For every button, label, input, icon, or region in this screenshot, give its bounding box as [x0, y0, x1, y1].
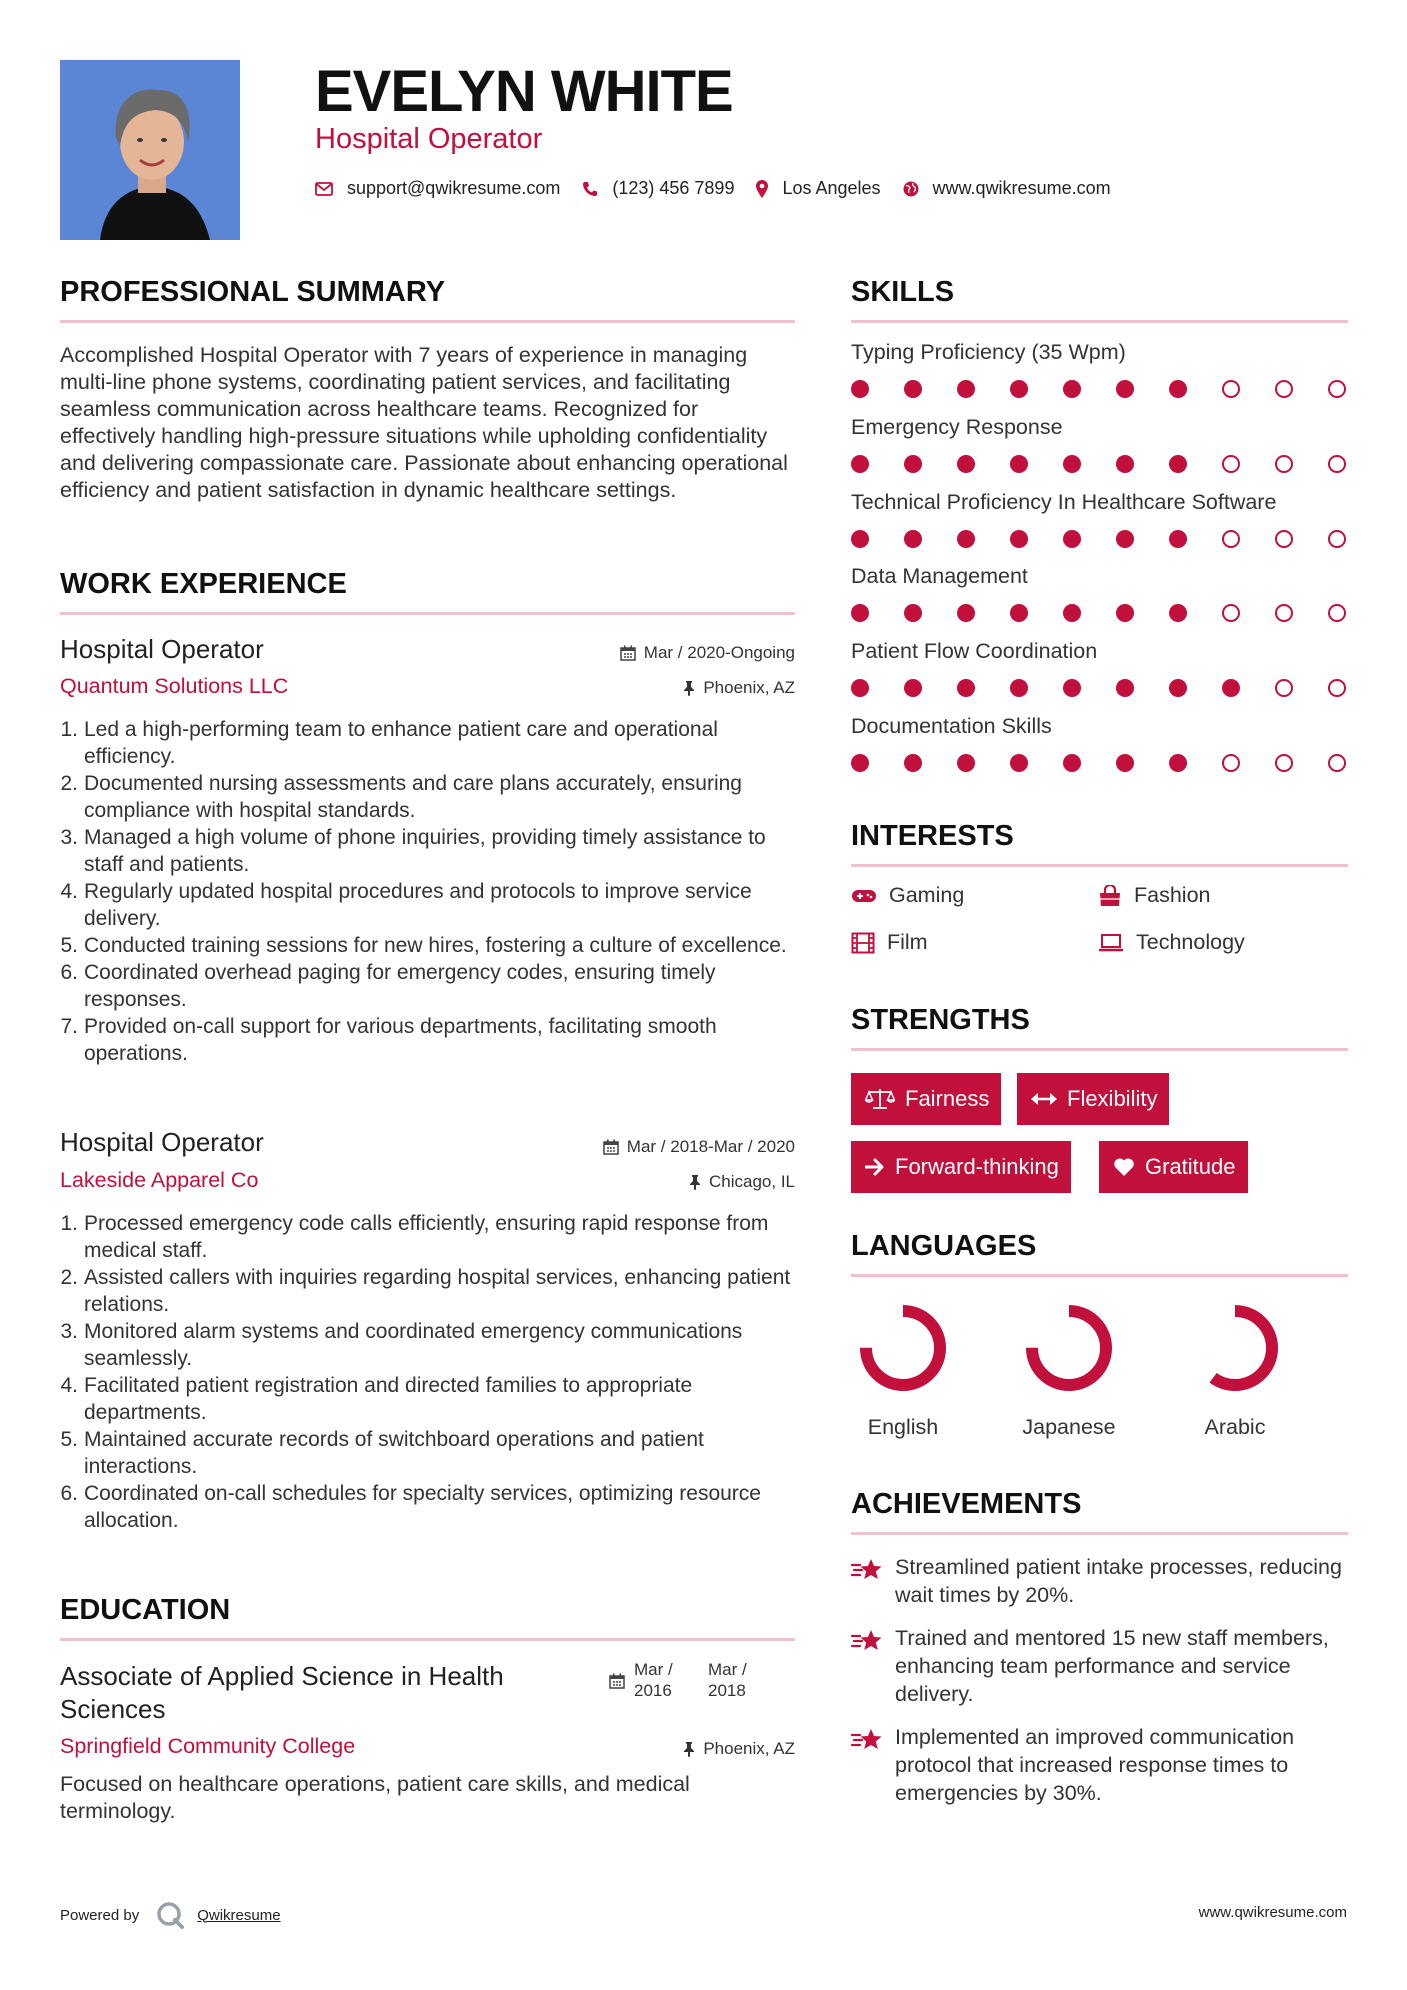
job-1-duty-item [54, 878, 799, 932]
achievements-divider [851, 1532, 1348, 1535]
rating-dot-empty [1222, 530, 1240, 548]
education-description: Focused on healthcare operations, patient care skills, and medical terminology. [60, 1772, 690, 1823]
strength-forward-thinking [851, 1141, 1071, 1193]
skill-label: Typing Proficiency (35 Wpm) [851, 340, 1126, 364]
job-1-duty-item [54, 959, 799, 1013]
job-1-duty-item [54, 824, 799, 878]
footer-powered-label: Powered by [60, 1906, 140, 1924]
rating-dot-filled [904, 380, 922, 398]
job-2-duty-item-number: 4. [60, 1374, 78, 1397]
envelope-icon [315, 182, 333, 196]
rating-dot-filled [957, 604, 975, 622]
job-2-duty-item-number: 6. [60, 1482, 78, 1505]
job-1-duty-item-number: 5. [60, 934, 78, 957]
rating-dot-empty [1275, 530, 1293, 548]
qwikresume-logo-icon [155, 1900, 185, 1930]
interest-gaming-label: Gaming [889, 883, 965, 907]
arrows-horizontal-icon [1031, 1092, 1057, 1106]
job-2-duty-item [54, 1210, 799, 1264]
calendar-icon [609, 1673, 625, 1689]
skill-rating [851, 752, 1351, 774]
education-school: Springfield Community College [60, 1734, 356, 1758]
education-start-month: Mar / [634, 1660, 673, 1679]
job-1-duty-item [54, 1013, 799, 1067]
job-2-duty-item-number: 1. [60, 1212, 78, 1235]
rating-dot-filled [1116, 530, 1134, 548]
achievement-text: Trained and mentored 15 new staff members, enhancing team performance and service delivery. [895, 1626, 1329, 1706]
pushpin-icon [683, 680, 695, 696]
rating-dot-filled [1063, 455, 1081, 473]
rating-dot-filled [1222, 679, 1240, 697]
rating-dot-filled [1116, 380, 1134, 398]
education-degree: Associate of Applied Science in Health Sciences [60, 1661, 504, 1724]
achievements-heading: ACHIEVEMENTS [851, 1488, 1082, 1520]
strength-fairness [851, 1073, 1001, 1125]
job-2-duties [54, 1210, 799, 1534]
rating-dot-filled [851, 380, 869, 398]
job-2-duty-item-number: 3. [60, 1320, 78, 1343]
laptop-icon [1098, 933, 1124, 953]
rating-dot-filled [1116, 455, 1134, 473]
job-2-location [689, 1172, 795, 1192]
calendar-icon [603, 1139, 619, 1155]
rating-dot-empty [1275, 455, 1293, 473]
job-1-title: Hospital Operator [60, 634, 264, 664]
rating-dot-empty [1275, 380, 1293, 398]
job-1-duty-item-text: Provided on-call support for various departments, facilitating smooth operations. [84, 1015, 717, 1065]
job-1-duties [54, 716, 799, 1067]
experience-divider [60, 612, 795, 615]
job-1-dates-text: Mar / 2020-Ongoing [643, 643, 795, 662]
language-level-ring [1190, 1303, 1280, 1393]
education-divider [60, 1638, 795, 1641]
rating-dot-filled [1063, 604, 1081, 622]
language-name: Arabic [1204, 1415, 1266, 1439]
skill-rating [851, 378, 1351, 400]
skill-label: Technical Proficiency In Healthcare Software [851, 489, 1277, 514]
skill-rating [851, 453, 1351, 475]
job-1-duty-item-text: Led a high-performing team to enhance patient care and operational efficiency. [84, 718, 718, 768]
contact-email-text: support@qwikresume.com [347, 178, 561, 198]
rating-dot-filled [957, 455, 975, 473]
job-1-duty-item-text: Documented nursing assessments and care plans accurately, ensuring compliance with hospital standards. [84, 772, 742, 822]
rating-dot-filled [904, 455, 922, 473]
language-level-arc [866, 1311, 940, 1385]
calendar-icon [620, 645, 636, 661]
rating-dot-empty [1275, 604, 1293, 622]
achievement-text: Implemented an improved communication protocol that increased response times to emergencies by 30%. [895, 1725, 1295, 1805]
job-2-duty-item-number: 2. [60, 1266, 78, 1289]
rating-dot-filled [957, 380, 975, 398]
rating-dot-filled [1063, 380, 1081, 398]
job-2-duty-item-text: Assisted callers with inquiries regarding hospital services, enhancing patient relations. [84, 1266, 791, 1316]
job-1-location [683, 678, 795, 698]
interests-divider [851, 864, 1348, 867]
interest-film [851, 930, 928, 955]
job-2-location-text: Chicago, IL [709, 1172, 795, 1191]
shooting-star-icon [851, 1628, 883, 1654]
strength-fairness-label: Fairness [905, 1086, 990, 1111]
education-start-year: 2016 [634, 1681, 672, 1700]
rating-dot-empty [1328, 754, 1346, 772]
rating-dot-empty [1222, 604, 1240, 622]
summary-text: Accomplished Hospital Operator with 7 years of experience in managing multi-line phone systems, coordinating patient services, and facilitating seamless communication across healthcare teams. Recognized for effectively handling high-pressure situations while upholding confidentiality and delivering compassionate care. Passionate about enhancing operational efficiency and patient satisfaction in dynamic healthcare settings. [60, 343, 788, 502]
map-pin-icon [756, 180, 768, 198]
footer-powered-by [60, 1900, 281, 1930]
balance-scale-icon [865, 1088, 895, 1110]
language-level-ring [1024, 1303, 1114, 1393]
language-name: English [867, 1415, 939, 1439]
rating-dot-filled [1169, 455, 1187, 473]
language-level-arc [1198, 1311, 1272, 1385]
languages-divider [851, 1274, 1348, 1277]
languages-heading: LANGUAGES [851, 1230, 1037, 1262]
globe-icon [903, 181, 919, 197]
strength-forward-thinking-label: Forward-thinking [895, 1154, 1059, 1179]
job-2-duty-item-number: 5. [60, 1428, 78, 1451]
rating-dot-filled [1010, 604, 1028, 622]
education-end-month: Mar / [708, 1660, 747, 1679]
job-1-location-text: Phoenix, AZ [703, 678, 795, 697]
rating-dot-filled [1169, 530, 1187, 548]
job-2-duty-item [54, 1372, 799, 1426]
rating-dot-filled [1116, 604, 1134, 622]
rating-dot-empty [1222, 380, 1240, 398]
heart-icon [1113, 1157, 1135, 1177]
language-level-arc [1032, 1311, 1106, 1385]
rating-dot-filled [957, 679, 975, 697]
gamepad-icon [851, 888, 877, 904]
job-1-company: Quantum Solutions LLC [60, 674, 289, 698]
rating-dot-empty [1222, 455, 1240, 473]
rating-dot-empty [1275, 679, 1293, 697]
job-1-dates [620, 643, 795, 663]
achievement-item [851, 1553, 1351, 1609]
pushpin-icon [683, 1741, 695, 1757]
job-2-duty-item-text: Maintained accurate records of switchboard operations and patient interactions. [84, 1428, 704, 1478]
rating-dot-filled [957, 530, 975, 548]
job-1-duty-item-number: 3. [60, 826, 78, 849]
rating-dot-filled [1063, 530, 1081, 548]
job-2-duty-item-text: Facilitated patient registration and directed families to appropriate departments. [84, 1374, 693, 1424]
achievement-item [851, 1723, 1351, 1807]
job-2-duty-item [54, 1480, 799, 1534]
education-location-text: Phoenix, AZ [703, 1739, 795, 1758]
footer-website[interactable]: www.qwikresume.com [1198, 1904, 1347, 1921]
experience-heading: WORK EXPERIENCE [60, 568, 347, 600]
job-1-duty-item-text: Conducted training sessions for new hires, fostering a culture of excellence. [84, 934, 787, 957]
job-1-duty-item-text: Coordinated overhead paging for emergency codes, ensuring timely responses. [84, 961, 716, 1011]
rating-dot-filled [904, 679, 922, 697]
job-1-duty-item-number: 6. [60, 961, 78, 984]
strengths-divider [851, 1048, 1348, 1051]
rating-dot-filled [851, 754, 869, 772]
contact-location-text: Los Angeles [782, 178, 881, 198]
rating-dot-filled [1063, 754, 1081, 772]
candidate-name: EVELYN WHITE [315, 59, 733, 124]
interest-technology [1098, 930, 1245, 955]
job-1-duty-item [54, 770, 799, 824]
contact-bar [315, 178, 1133, 199]
job-2-duty-item [54, 1426, 799, 1480]
skills-divider [851, 320, 1348, 323]
phone-icon [582, 181, 598, 197]
education-end [708, 1659, 747, 1701]
education-end-year: 2018 [708, 1681, 746, 1700]
job-2-duty-item-text: Coordinated on-call schedules for specialty services, optimizing resource allocation. [84, 1482, 761, 1532]
skill-label: Patient Flow Coordination [851, 639, 1098, 664]
contact-phone[interactable] [582, 178, 734, 199]
language-level-ring [858, 1303, 948, 1393]
strengths-heading: STRENGTHS [851, 1004, 1030, 1036]
film-icon [851, 932, 875, 954]
job-2-duty-item [54, 1318, 799, 1372]
strength-flexibility [1017, 1073, 1169, 1125]
achievement-text: Streamlined patient intake processes, reducing wait times by 20%. [895, 1555, 1342, 1607]
interest-gaming [851, 883, 964, 908]
rating-dot-filled [1116, 679, 1134, 697]
skills-heading: SKILLS [851, 276, 955, 308]
job-1-duty-item-number: 2. [60, 772, 78, 795]
rating-dot-empty [1328, 604, 1346, 622]
job-1-duty-item [54, 932, 799, 959]
job-1-duty-item-number: 1. [60, 718, 78, 741]
interest-fashion-label: Fashion [1134, 883, 1211, 907]
rating-dot-filled [1010, 530, 1028, 548]
candidate-role: Hospital Operator [315, 123, 543, 155]
interest-fashion [1098, 883, 1211, 908]
job-2-dates-text: Mar / 2018-Mar / 2020 [626, 1137, 795, 1156]
skill-label: Documentation Skills [851, 714, 1052, 738]
job-2-duty-item-text: Monitored alarm systems and coordinated emergency communications seamlessly. [84, 1320, 743, 1370]
summary-divider [60, 320, 795, 323]
job-2-title: Hospital Operator [60, 1127, 264, 1157]
interest-technology-label: Technology [1136, 930, 1245, 954]
person-silhouette-icon [60, 60, 240, 240]
rating-dot-empty [1328, 455, 1346, 473]
rating-dot-filled [1010, 455, 1028, 473]
rating-dot-filled [1010, 380, 1028, 398]
rating-dot-filled [904, 530, 922, 548]
job-1-duty-item [54, 716, 799, 770]
summary-heading: PROFESSIONAL SUMMARY [60, 276, 446, 308]
rating-dot-filled [904, 754, 922, 772]
rating-dot-filled [1063, 679, 1081, 697]
rating-dot-filled [904, 604, 922, 622]
job-1-duty-item-text: Regularly updated hospital procedures and protocols to improve service delivery. [84, 880, 752, 930]
rating-dot-filled [851, 604, 869, 622]
strength-flexibility-label: Flexibility [1067, 1086, 1158, 1111]
job-1-duty-item-text: Managed a high volume of phone inquiries, providing timely assistance to staff and patients. [84, 826, 766, 876]
arrow-right-icon [865, 1158, 885, 1176]
contact-email[interactable] [315, 178, 560, 199]
contact-website-text: www.qwikresume.com [932, 178, 1111, 198]
rating-dot-filled [1169, 604, 1187, 622]
rating-dot-filled [1010, 754, 1028, 772]
contact-phone-text: (123) 456 7899 [612, 178, 735, 198]
rating-dot-filled [1169, 754, 1187, 772]
job-2-duty-item-text: Processed emergency code calls efficiently, ensuring rapid response from medical staff. [84, 1212, 769, 1262]
interest-film-label: Film [887, 930, 928, 954]
language-name: Japanese [1022, 1415, 1116, 1439]
education-location [683, 1739, 795, 1759]
profile-photo [60, 60, 240, 240]
rating-dot-empty [1222, 754, 1240, 772]
contact-location [756, 178, 880, 199]
education-heading: EDUCATION [60, 1594, 231, 1626]
rating-dot-empty [1328, 380, 1346, 398]
shopping-bag-icon [1098, 885, 1122, 907]
skill-rating [851, 528, 1351, 550]
rating-dot-filled [851, 679, 869, 697]
rating-dot-empty [1275, 754, 1293, 772]
rating-dot-filled [851, 455, 869, 473]
pushpin-icon [689, 1174, 701, 1190]
footer-brand-link[interactable]: Qwikresume [197, 1906, 281, 1924]
skill-rating [851, 677, 1351, 699]
rating-dot-filled [1010, 679, 1028, 697]
rating-dot-empty [1328, 679, 1346, 697]
rating-dot-filled [1116, 754, 1134, 772]
achievement-item [851, 1624, 1351, 1708]
job-1-duty-item-number: 7. [60, 1015, 78, 1038]
education-start [634, 1659, 673, 1701]
skill-label: Data Management [851, 564, 1028, 589]
job-1-duty-item-number: 4. [60, 880, 78, 903]
strength-gratitude [1099, 1141, 1248, 1193]
shooting-star-icon [851, 1557, 883, 1583]
rating-dot-filled [957, 754, 975, 772]
interests-heading: INTERESTS [851, 820, 1014, 852]
job-2-dates [603, 1137, 795, 1157]
job-2-company: Lakeside Apparel Co [60, 1168, 259, 1192]
skill-label: Emergency Response [851, 414, 1063, 439]
rating-dot-filled [851, 530, 869, 548]
rating-dot-filled [1169, 679, 1187, 697]
skill-rating [851, 602, 1351, 624]
job-2-duty-item [54, 1264, 799, 1318]
strength-gratitude-label: Gratitude [1145, 1154, 1236, 1179]
rating-dot-empty [1328, 530, 1346, 548]
contact-website[interactable] [903, 178, 1111, 199]
shooting-star-icon [851, 1727, 883, 1753]
rating-dot-filled [1169, 380, 1187, 398]
